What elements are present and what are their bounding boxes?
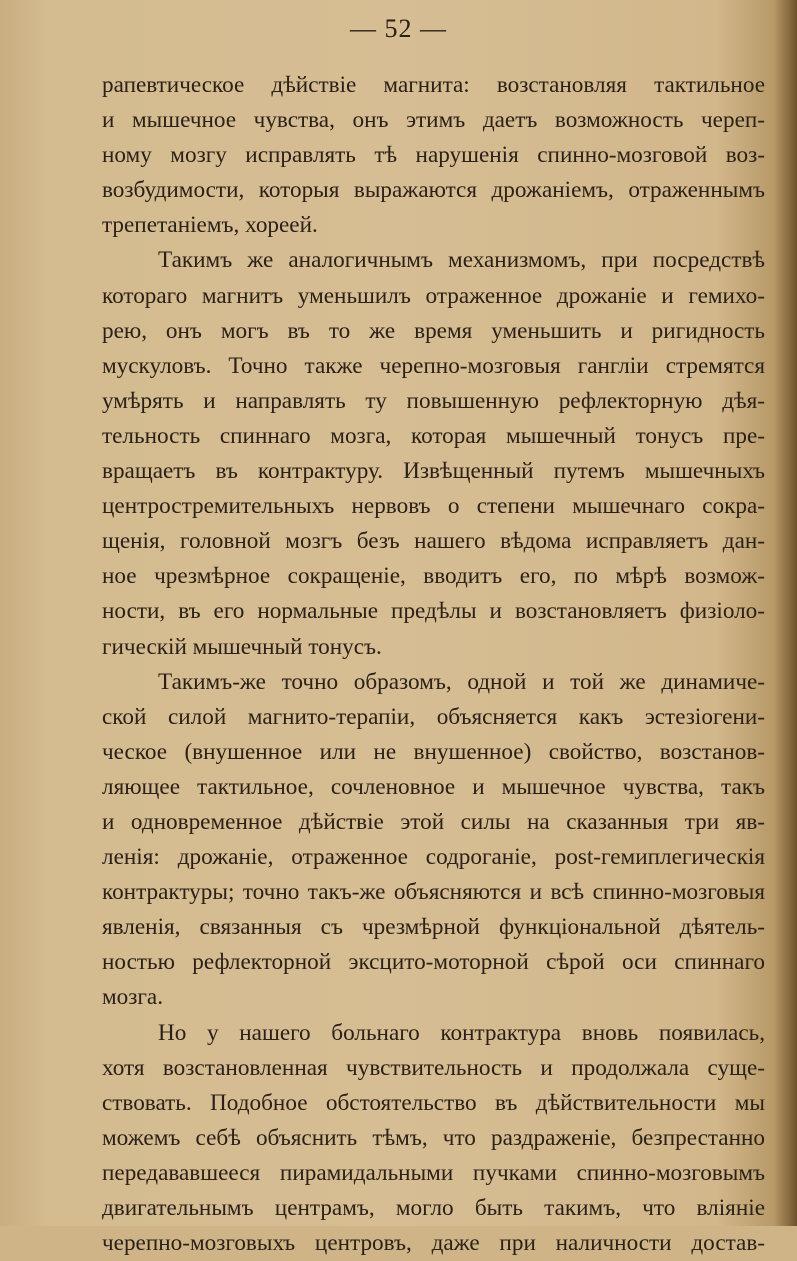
text-line: можемъ себѣ объяснить тѣмъ, что раздраженіе, безпрестанно	[102, 1124, 765, 1151]
page-number: — 52 —	[350, 14, 447, 43]
text-line: трепетаніемъ, хореей.	[102, 212, 318, 239]
text-line: умѣрять и направлять ту повышенную рефлекторную дѣя-	[102, 387, 765, 414]
text-line: ному мозгу исправлять тѣ нарушенія спинно-мозговой воз-	[102, 142, 765, 169]
text-line: черепно-мозговыхъ центровъ, даже при наличности достав-	[102, 1230, 765, 1257]
text-line: и одновременное дѣйствіе этой силы на сказанныя три яв-	[102, 808, 765, 835]
text-line: котораго магнитъ уменьшилъ отраженное дрожаніе и гемихо-	[102, 282, 765, 309]
text-line: двигательнымъ центрамъ, могло быть такимъ, что вліяніе	[102, 1195, 765, 1221]
text-line: рапевтическое дѣйствіе магнита: возстановляя тактильное	[102, 72, 765, 98]
text-line: центростремительныхъ нервовъ о степени мышечнаго сокра-	[102, 493, 765, 520]
text-line: мускуловъ. Точно также черепно-мозговыя гангліи стремятся	[102, 352, 765, 379]
paragraph	[102, 243, 765, 664]
text-line: ленія: дрожаніе, отраженное содроганіе, post-гемиплегическія	[102, 844, 765, 871]
text-line: ляющее тактильное, сочленовное и мышечное чувства, такъ	[102, 773, 765, 800]
text-line: передававшееся пирамидальными пучками спинно-мозговымъ	[102, 1159, 765, 1186]
text-line: возбудимости, которыя выражаются дрожаніемъ, отраженнымъ	[102, 177, 765, 204]
text-line: Такимъ-же точно образомъ, одной и той же динамиче-	[158, 668, 765, 695]
text-line: вращаетъ въ контрактуру. Извѣщенный путемъ мышечныхъ	[102, 458, 765, 485]
text-line: ствовать. Подобное обстоятельство въ дѣйствительности мы	[102, 1089, 765, 1116]
text-line: контрактуры; точно такъ-же объясняются и всѣ спинно-мозговыя	[102, 879, 765, 906]
page-body-text	[102, 68, 765, 1261]
text-line: гическій мышечный тонусъ.	[102, 633, 382, 660]
text-line: явленія, связанныя съ чрезмѣрной функціональной дѣятель-	[102, 914, 765, 941]
text-line: ческое (внушенное или не внушенное) свойство, возстанов-	[102, 738, 765, 765]
paragraph	[102, 1016, 765, 1261]
text-line: ности, въ его нормальные предѣлы и возстановляетъ физіоло-	[102, 598, 765, 625]
text-line: мозга.	[102, 984, 164, 1011]
text-line: Такимъ же аналогичнымъ механизмомъ, при посредствѣ	[158, 247, 765, 274]
text-line: хотя возстановленная чувствительность и продолжала суще-	[102, 1054, 765, 1081]
text-line: и мышечное чувства, онъ этимъ даетъ возможность череп-	[102, 107, 765, 134]
paragraph	[102, 665, 765, 1016]
text-line: щенія, головной мозгъ безъ нашего вѣдома исправляетъ дан-	[102, 528, 765, 555]
text-line: ностью рефлекторной эксцито-моторной сѣрой оси спиннаго	[102, 949, 765, 976]
text-line: Но у нашего больнаго контрактура вновь появилась,	[158, 1019, 765, 1046]
text-line: ное чрезмѣрное сокращеніе, вводитъ его, по мѣрѣ возмож-	[102, 563, 765, 590]
paragraph	[102, 68, 765, 243]
text-line: тельность спиннаго мозга, которая мышечный тонусъ пре-	[102, 422, 765, 449]
text-line: рею, онъ могъ въ то же время уменьшить и ригидность	[102, 317, 765, 344]
text-line: ской силой магнито-терапіи, объясняется какъ эстезіогени-	[102, 703, 765, 730]
page-edge-shadow	[775, 0, 797, 1226]
